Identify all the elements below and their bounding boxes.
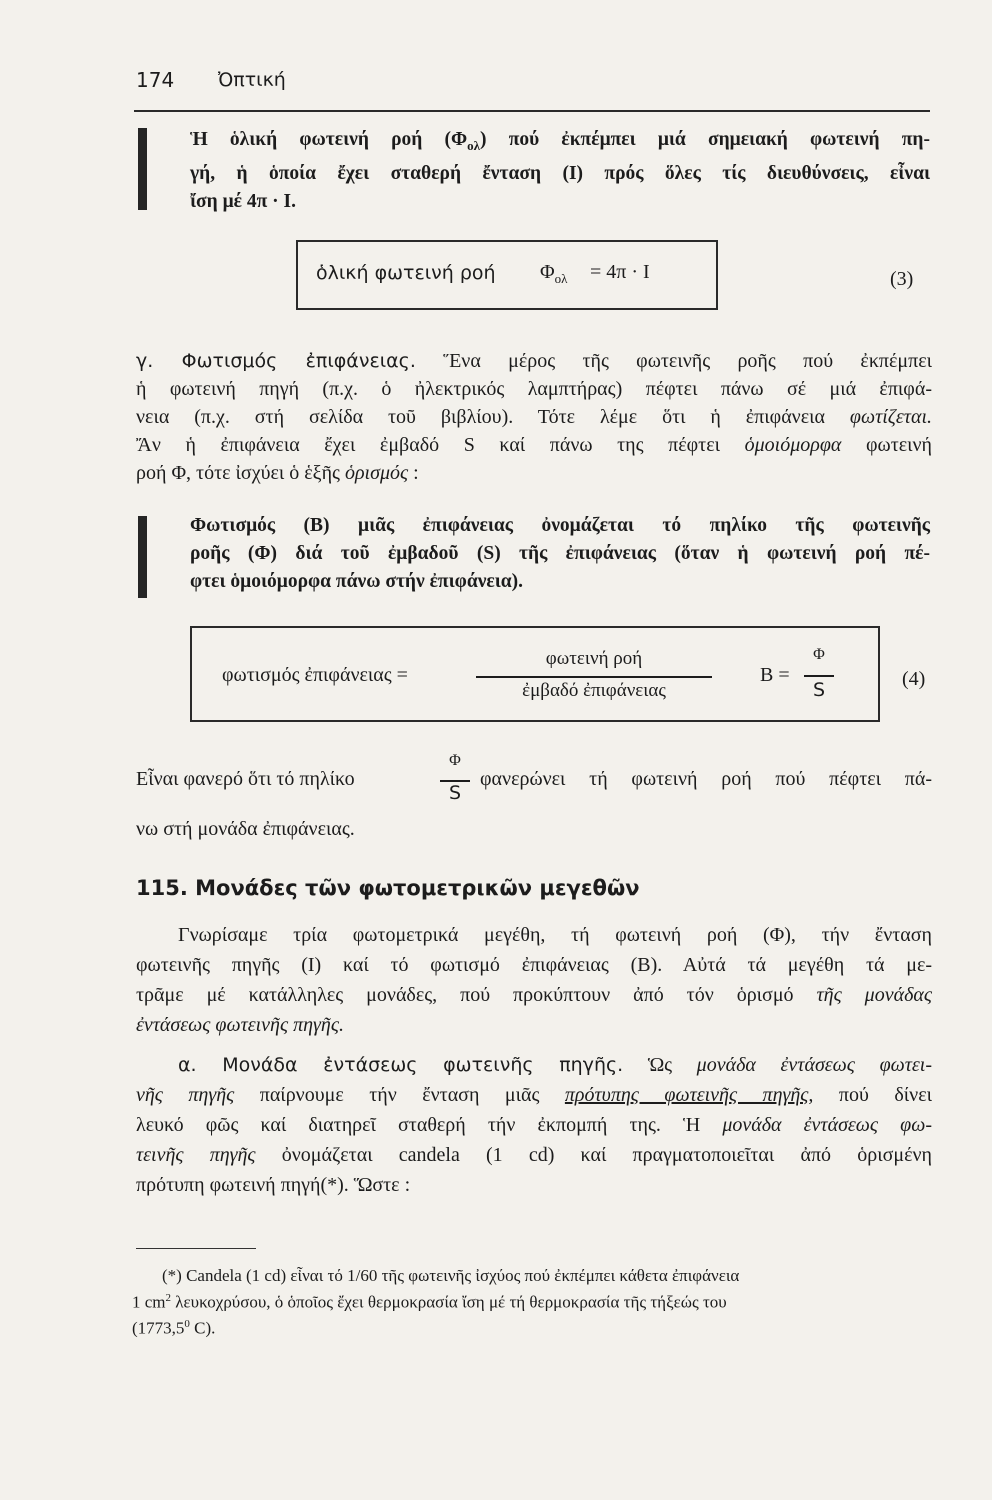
- section-gamma-line-4: Ἄν ἡ ἐπιφάνεια ἔχει ἐμβαδό S καί πάνω της πέφτει ὁμοιόμορφα φωτεινή: [136, 434, 933, 456]
- definition-total-flux: [190, 126, 930, 216]
- formula-4-short-numerator: Φ: [813, 646, 825, 663]
- ratio-line-2: νω στή μονάδα ἐπιφάνειας.: [136, 818, 355, 840]
- unit-intensity-line-2: νῆς πηγῆς παίρνουμε τήν ἔνταση μιᾶς πρότυπης φωτεινῆς πηγῆς, πού δίνει: [136, 1084, 933, 1106]
- ratio-denominator: S: [448, 782, 462, 804]
- section-gamma-line-5: ροή Φ, τότε ἰσχύει ὁ ἑξῆς ὁρισμός :: [136, 462, 419, 484]
- definition-line: Ἡ ὁλική φωτεινή ροή $(\Phi_{o\lambda})$ πού ἐκπέμπει μιά σημειακή φωτεινή πη-: [190, 129, 930, 153]
- definition-line: γή, ἡ ὁποία ἔχει σταθερή ἔνταση (Ι) πρός ὅλες τίς διευθύνσεις, εἶναι: [190, 162, 930, 184]
- formula-3-rhs: = 4π · Ι: [590, 261, 650, 283]
- highlight-bar: [138, 128, 147, 210]
- footnote-line-1: (*) Candela (1 cd) εἶναι τό 1/60 τῆς φωτεινῆς ἰσχύος πού ἐκπέμπει κάθετα ἐπιφάνεια: [162, 1266, 740, 1285]
- formula-4-short-lhs: Β =: [760, 664, 790, 686]
- definition-line: φτει ὁμοιόμορφα πάνω στήν ἐπιφάνεια).: [190, 571, 524, 592]
- formula-3-number: (3): [890, 268, 914, 290]
- unit-intensity-line-4: τεινῆς πηγῆς ὀνομάζεται candela (1 cd) καί πραγματοποιεῖται ἀπό ὁρισμένη: [136, 1144, 932, 1166]
- unit-intensity-line-1: α. Μονάδα ἐντάσεως φωτεινῆς πηγῆς. Ὡς μονάδα ἐντάσεως φωτει-: [178, 1054, 933, 1076]
- header-rule: [134, 110, 930, 112]
- section-115-heading: 115. Μονάδες τῶν φωτομετρικῶν μεγεθῶν: [136, 876, 640, 900]
- page-number: 174: [136, 68, 175, 92]
- section-115-line-1: Γνωρίσαμε τρία φωτομετρικά μεγέθη, τή φωτεινή ροή (Φ), τήν ἔνταση: [178, 924, 932, 946]
- formula-4-number: (4): [902, 668, 926, 690]
- section-gamma-line-1: γ. Φωτισμός ἐπιφάνειας. Ἕνα μέρος τῆς φωτεινῆς ροῆς πού ἐκπέμπει: [136, 350, 933, 372]
- footnote-line-2: 1 $cm^2$ λευκοχρύσου, ὁ ὁποῖος ἔχει θερμοκρασία ἴση μέ τή θερμοκρασία τῆς τήξεώς του: [132, 1292, 727, 1312]
- ratio-post: φανερώνει τή φωτεινή ροή πού πέφτει πά-: [480, 768, 932, 790]
- formula-3-lhs: $\Phi_{o\lambda}$: [540, 261, 568, 286]
- section-gamma-line-2: ἡ φωτεινή πηγή (π.χ. ὁ ἠλεκτρικός λαμπτήρας) πέφτει πάνω σέ μιά ἐπιφά-: [136, 378, 932, 400]
- unit-intensity-heading: α. Μονάδα ἐντάσεως φωτεινῆς πηγῆς.: [178, 1054, 624, 1076]
- formula-4-denominator: ἐμβαδό ἐπιφάνειας: [522, 680, 666, 701]
- formula-4-numerator: φωτεινή ροή: [545, 648, 643, 669]
- section-115-line-4: ἐντάσεως φωτεινῆς πηγῆς.: [136, 1014, 344, 1036]
- section-115-line-3: τρᾶμε μέ κατάλληλες μονάδες, πού προκύπτουν ἀπό τόν ὁρισμό τῆς μονάδας: [136, 984, 932, 1006]
- section-gamma-line-3: νεια (π.χ. στή σελίδα τοῦ βιβλίου). Τότε λέμε ὅτι ἡ ἐπιφάνεια φωτίζεται.: [136, 406, 932, 428]
- formula-4-label: φωτισμός ἐπιφάνειας =: [222, 664, 408, 686]
- formula-3-label: ὁλική φωτεινή ροή: [316, 262, 496, 284]
- definition-line: ροῆς (Φ) διά τοῦ ἐμβαδοῦ (S) τῆς ἐπιφάνειας (ὅταν ἡ φωτεινή ροή πέ-: [190, 543, 930, 564]
- definition-line: Φωτισμός (Β) μιᾶς ἐπιφάνειας ὀνομάζεται τό πηλίκο τῆς φωτεινῆς: [190, 515, 930, 536]
- footnote-line-3: (1773,5$^0$ C).: [132, 1318, 216, 1338]
- ratio-numerator: Φ: [449, 752, 461, 769]
- unit-intensity-line-3: λευκό φῶς καί διατηρεῖ σταθερή τήν ἐκπομπή της. Ἡ μονάδα ἐντάσεως φω-: [136, 1114, 933, 1136]
- running-title: Ὀπτική: [218, 69, 286, 91]
- highlight-bar: [138, 516, 147, 598]
- fraction-bar: [804, 675, 834, 677]
- fraction-bar: [476, 676, 712, 678]
- section-115-line-2: φωτεινῆς πηγῆς (Ι) καί τό φωτισμό ἐπιφάνειας (Β). Αὐτά τά μεγέθη τά με-: [136, 954, 932, 976]
- unit-intensity-line-5: πρότυπη φωτεινή πηγή(*). Ὥστε :: [136, 1174, 411, 1196]
- definition-line: ἴση μέ 4π · Ι.: [190, 190, 297, 212]
- section-gamma-heading: γ. Φωτισμός ἐπιφάνειας.: [136, 350, 416, 372]
- footnote-rule: [136, 1248, 256, 1249]
- definition-illuminance: [190, 512, 930, 596]
- formula-4-short-denominator: S: [812, 679, 826, 701]
- ratio-pre: Εἶναι φανερό ὅτι τό πηλίκο: [136, 768, 355, 790]
